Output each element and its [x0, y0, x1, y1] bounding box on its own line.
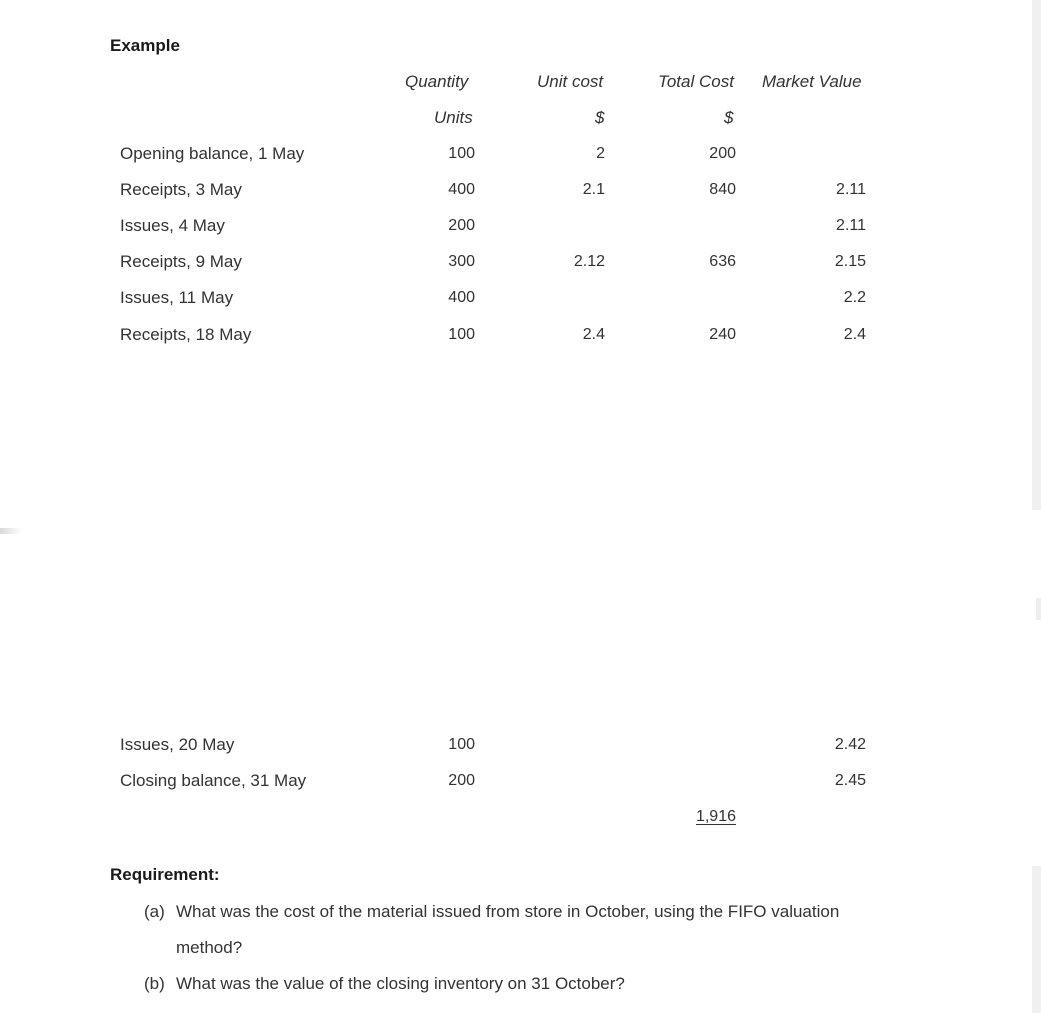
row-quantity: 200 [448, 217, 475, 234]
header-market-value: Market Value [762, 72, 862, 91]
row-market-value: 2.45 [834, 772, 866, 789]
row-unit-cost: 2 [596, 145, 605, 162]
row-unit-cost: 2.12 [573, 253, 605, 270]
page-title: Example [110, 36, 180, 55]
row-label: Issues, 20 May [120, 735, 235, 754]
row-market-value: 2.4 [843, 326, 866, 343]
row-label: Opening balance, 1 May [120, 144, 305, 163]
row-quantity: 300 [448, 253, 475, 270]
requirement-heading: Requirement: [110, 865, 220, 884]
row-label: Closing balance, 31 May [120, 771, 307, 790]
row-market-value: 2.11 [836, 217, 866, 234]
header-total-cost: Total Cost [658, 72, 734, 91]
row-total-cost: 636 [709, 253, 736, 270]
row-label: Receipts, 9 May [120, 252, 242, 271]
header-quantity: Quantity [405, 72, 469, 91]
row-total-cost: 200 [709, 145, 736, 162]
header-quantity-unit: Units [434, 108, 473, 127]
row-market-value: 2.2 [843, 289, 866, 306]
row-unit-cost: 2.1 [582, 181, 605, 198]
page-break-mark-right [1036, 598, 1041, 620]
row-label: Receipts, 3 May [120, 180, 242, 199]
requirement-a-text-cont: method? [176, 938, 243, 957]
page-edge-bottom [1032, 866, 1041, 1013]
total-cost-sum: 1,916 [695, 808, 736, 825]
row-quantity: 400 [448, 181, 475, 198]
row-market-value: 2.42 [834, 736, 866, 753]
row-quantity: 400 [448, 289, 475, 306]
requirement-a-letter: (a) [144, 902, 165, 921]
row-label: Issues, 4 May [120, 216, 225, 235]
row-market-value: 2.15 [834, 253, 866, 270]
row-total-cost: 840 [709, 181, 736, 198]
row-quantity: 100 [448, 145, 475, 162]
row-label: Issues, 11 May [120, 288, 234, 307]
page-break-mark-left [0, 528, 22, 534]
requirement-b-letter: (b) [144, 974, 165, 993]
header-total-cost-unit: $ [724, 108, 734, 127]
requirement-b-text: What was the value of the closing inventory on 31 October? [176, 974, 625, 993]
header-unit-cost: Unit cost [537, 72, 604, 91]
row-label: Receipts, 18 May [120, 325, 252, 344]
row-quantity: 100 [448, 326, 475, 343]
header-unit-cost-unit: $ [595, 108, 605, 127]
requirement-a-text: What was the cost of the material issued from store in October, using the FIFO valuation [176, 902, 840, 921]
row-market-value: 2.11 [836, 181, 866, 198]
row-quantity: 200 [448, 772, 475, 789]
row-total-cost: 240 [709, 326, 736, 343]
page-edge-top [1032, 0, 1041, 510]
row-unit-cost: 2.4 [582, 326, 605, 343]
row-quantity: 100 [448, 736, 475, 753]
